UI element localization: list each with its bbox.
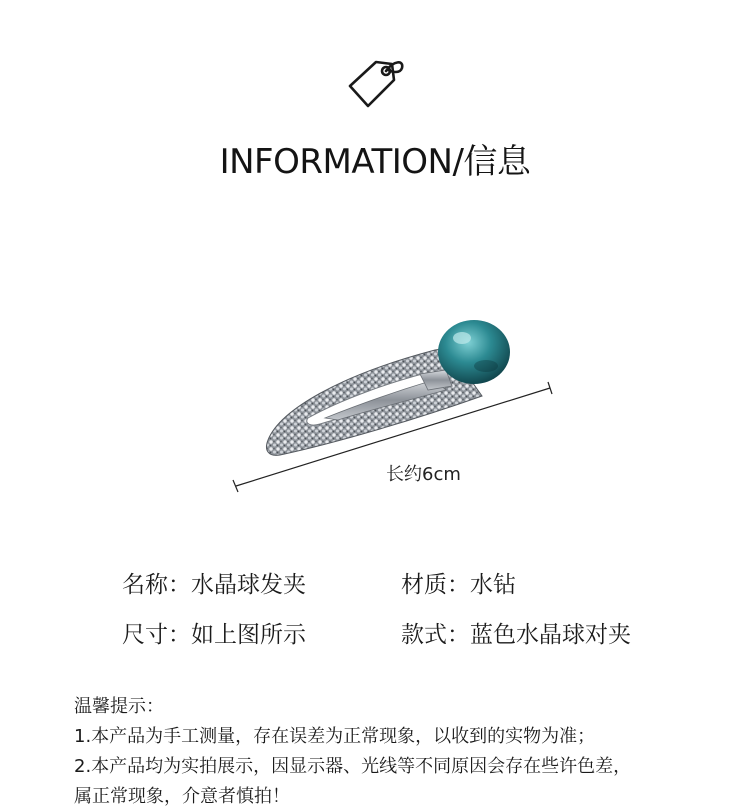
spec-style-value: 蓝色水晶球对夹 (470, 622, 631, 648)
price-tag-icon (346, 54, 406, 114)
spec-material (401, 566, 516, 599)
measure-label: 长约6cm (386, 464, 461, 485)
notes-line-2: 2.本产品均为实拍展示，因显示器、光线等不同原因会存在些许色差， (74, 756, 632, 777)
spec-name (122, 566, 306, 599)
notes-line-1: 1.本产品为手工测量，存在误差为正常现象，以收到的实物为准； (74, 726, 596, 747)
spec-size-value: 如上图所示 (191, 622, 306, 648)
spec-name-label: 名称： (122, 572, 191, 598)
spec-style-label: 款式： (401, 622, 470, 648)
crystal-ball (438, 320, 510, 384)
page-title: INFORMATION/信息 (219, 142, 531, 182)
spec-material-value: 水钻 (470, 572, 516, 598)
notes (74, 692, 631, 812)
notes-line-3: 属正常现象，介意者慎拍！ (74, 786, 290, 807)
spec-size (122, 616, 306, 649)
spec-name-value: 水晶球发夹 (191, 572, 306, 598)
spec-size-label: 尺寸： (122, 622, 191, 648)
notes-heading: 温馨提示： (74, 696, 164, 717)
spec-style (401, 616, 631, 649)
spec-material-label: 材质： (401, 572, 470, 598)
